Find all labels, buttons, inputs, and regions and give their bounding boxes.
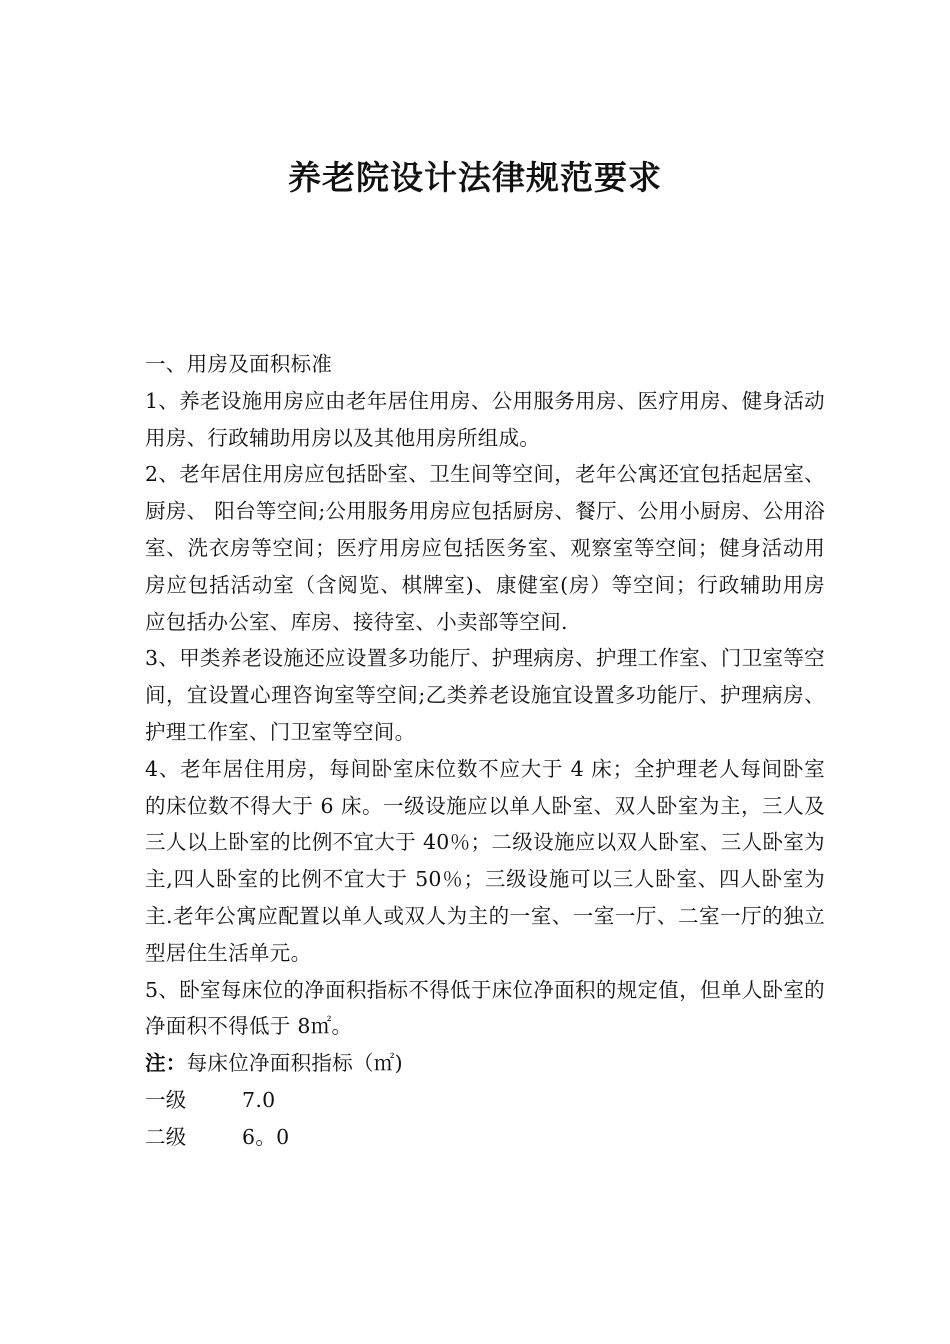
note-line <box>145 1045 825 1082</box>
note-label: 注： <box>145 1051 187 1076</box>
section-heading: 一、用房及面积标准 <box>145 352 333 376</box>
document-title: 养老院设计法律规范要求 <box>288 158 662 197</box>
paragraph-1: 1、养老设施用房应由老年居住用房、公用服务用房、医疗用房、健身活动用房、行政辅助用房以及其他用房所组成。 <box>145 388 825 450</box>
grade-row <box>145 1082 825 1119</box>
note-text: 每床位净面积指标（㎡) <box>186 1051 403 1076</box>
document-body <box>145 346 825 1156</box>
grade-value: 6。0 <box>242 1124 290 1149</box>
paragraph-3: 3、甲类养老设施还应设置多功能厅、护理病房、护理工作室、门卫室等空间，宜设置心理咨询室等空间;乙类养老设施宜设置多功能厅、护理病房、护理工作室、门卫室等空间。 <box>145 646 825 744</box>
paragraph-2: 2、老年居住用房应包括卧室、卫生间等空间，老年公寓还宜包括起居室、厨房、 阳台等空间;公用服务用房应包括厨房、餐厅、公用小厨房、公用浴室、洗衣房等空间；医疗用房应包括医务室、观察室等空间；健身活动用房应包括活动室（含阅览、棋牌室)、康健室(房）等空间；行政辅助用房应包括办公室、库房、接待室、小卖部等空间. <box>145 462 825 634</box>
grade-value: 7.0 <box>242 1087 276 1112</box>
grade-row <box>145 1119 825 1156</box>
grade-name: 一级 <box>145 1087 187 1112</box>
paragraph-5: 5、卧室每床位的净面积指标不得低于床位净面积的规定值，但单人卧室的净面积不得低于 8㎡。 <box>145 977 825 1039</box>
paragraph-4: 4、老年居住用房，每间卧室床位数不应大于 4 床；全护理老人每间卧室的床位数不得大于 6 床。一级设施应以单人卧室、双人卧室为主，三人及三人以上卧室的比例不宜大于 40％；二级设施应以双人卧室、三人卧室为主,四人卧室的比例不宜大于 50％；三级设施可以三人卧室、四人卧室为主.老年公寓应配置以单人或双人为主的一室、一室一厅、二室一厅的独立型居住生活单元。 <box>145 756 825 965</box>
grade-name: 二级 <box>145 1124 187 1149</box>
